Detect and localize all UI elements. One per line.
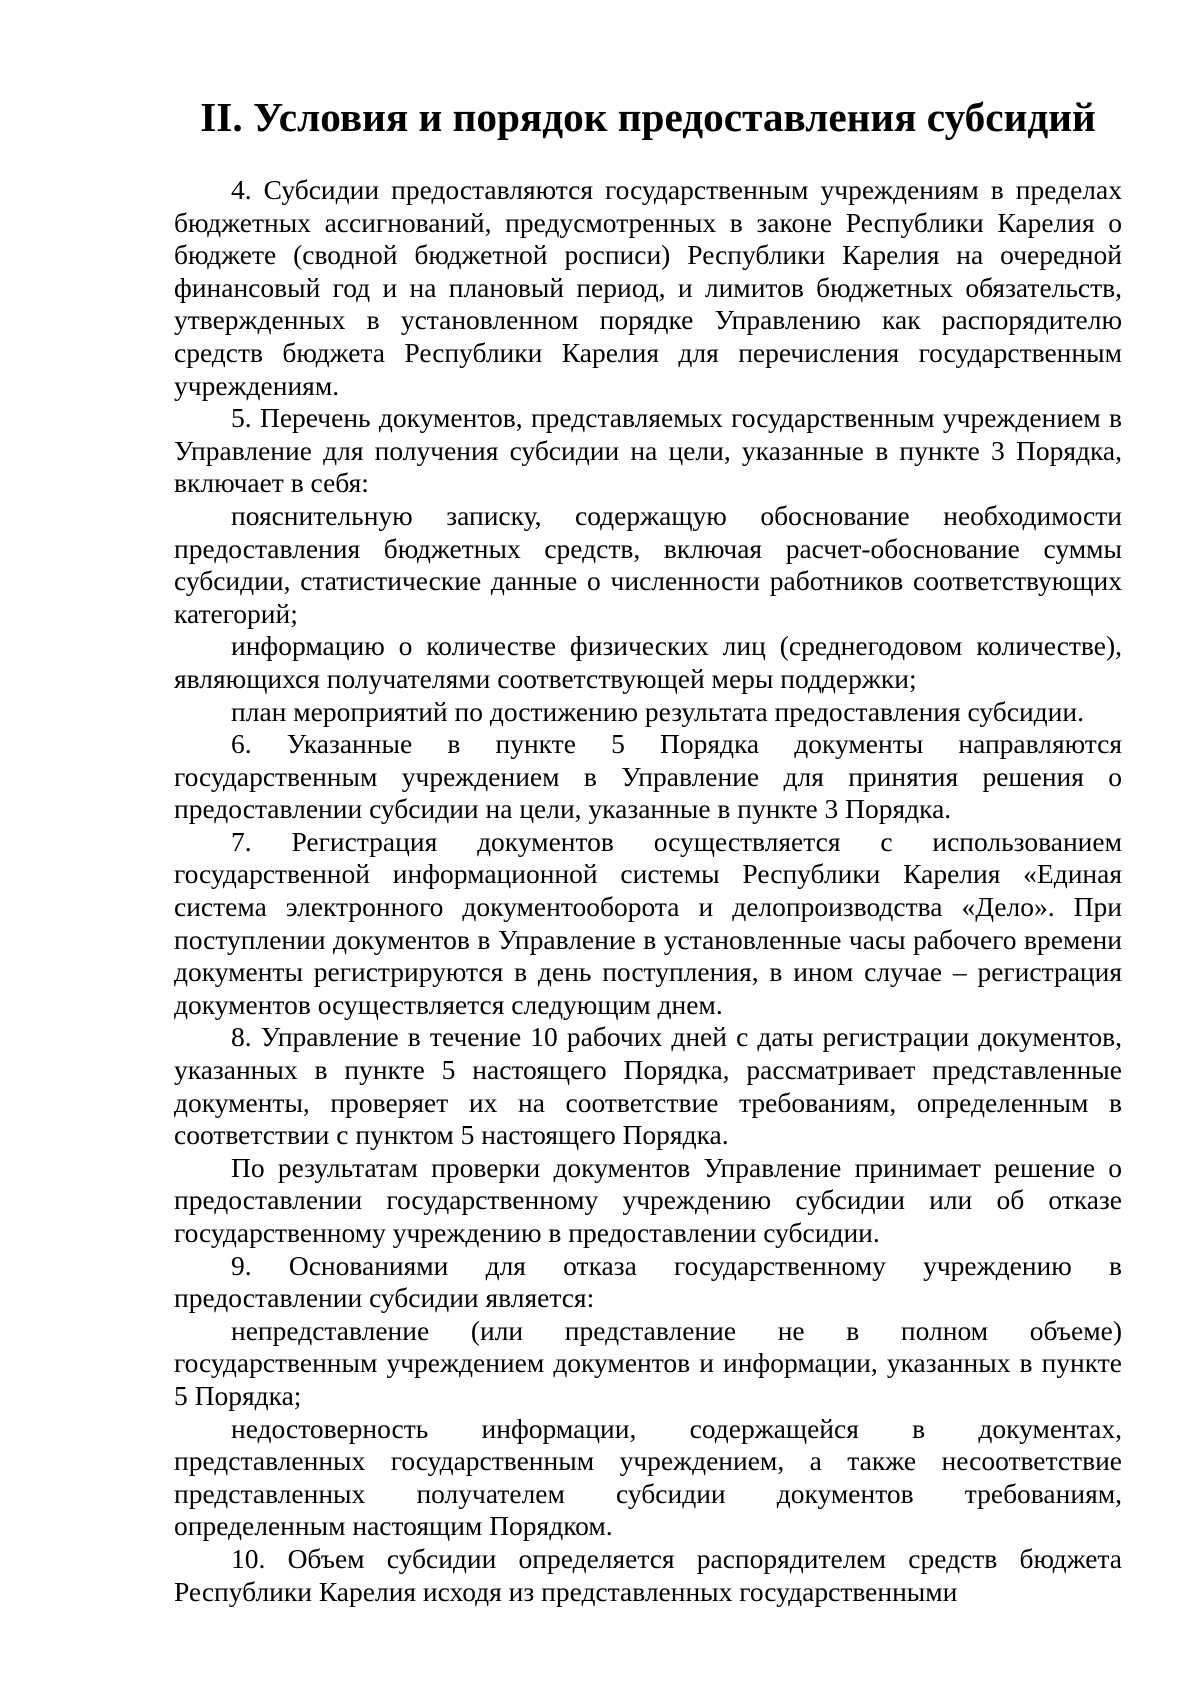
paragraph-10: 10. Объем субсидии определяется распорядителем средств бюджета Республики Карелия исходя из представленных государственными [174,1542,1122,1607]
paragraph-9: 9. Основаниями для отказа государственному учреждению в предоставлении субсидии является: [174,1249,1122,1314]
paragraph-5: 5. Перечень документов, представляемых государственным учреждением в Управление для получения субсидии на цели, указанные в пункте 3 Порядка, включает в себя: [174,402,1122,499]
paragraph-8: 8. Управление в течение 10 рабочих дней с даты регистрации документов, указанных в пункте 5 настоящего Порядка, рассматривает представленные документы, проверяет их на соответствие требованиям, определенным в соответствии с пунктом 5 настоящего Порядка. [174,1021,1122,1151]
paragraph-5-item-info: информацию о количестве физических лиц (среднегодовом количестве), являющихся получателями соответствующей меры поддержки; [174,630,1122,694]
document-page [174,94,1122,1608]
paragraph-7: 7. Регистрация документов осуществляется с использованием государственной информационной системы Республики Карелия «Единая система электронного документооборота и делопроизводства «Дело». При поступлении документов в Управление в установленные часы рабочего времени документы регистрируются в день поступления, в ином случае – регистрация документов осуществляется следующим днем. [174,825,1122,1020]
paragraph-9-item-invalid: недостоверность информации, содержащейся в документах, представленных государственным учреждением, а также несоответствие представленных получателем субсидии документов требованиям, определенным настоящим Порядком. [174,1412,1122,1542]
section-title: II. Условия и порядок предоставления субсидий [200,94,1096,140]
paragraph-5-item-note: пояснительную записку, содержащую обоснование необходимости предоставления бюджетных средств, включая расчет-обоснование суммы субсидии, статистические данные о численности работников соответствующих категорий; [174,499,1122,629]
paragraph-9-item-missing: непредставление (или представление не в полном объеме) государственным учреждением документов и информации, указанных в пункте 5 Порядка; [174,1314,1122,1411]
paragraph-5-item-plan: план мероприятий по достижению результата предоставления субсидии. [231,695,1084,727]
paragraph-8-decision: По результатам проверки документов Управление принимает решение о предоставлении государственному учреждению субсидии или об отказе государственному учреждению в предоставлении субсидии. [174,1151,1122,1248]
paragraph-4: 4. Субсидии предоставляются государственным учреждениям в пределах бюджетных ассигнований, предусмотренных в законе Республики Карелия о бюджете (сводной бюджетной росписи) Республики Карелия на очередной финансовый год и на плановый период, и лимитов бюджетных обязательств, утвержденных в установленном порядке Управлению как распорядителю средств бюджета Республики Карелия для перечисления государственным учреждениям. [174,174,1122,401]
paragraph-6: 6. Указанные в пункте 5 Порядка документы направляются государственным учреждением в Управление для принятия решения о предоставлении субсидии на цели, указанные в пункте 3 Порядка. [174,728,1122,825]
